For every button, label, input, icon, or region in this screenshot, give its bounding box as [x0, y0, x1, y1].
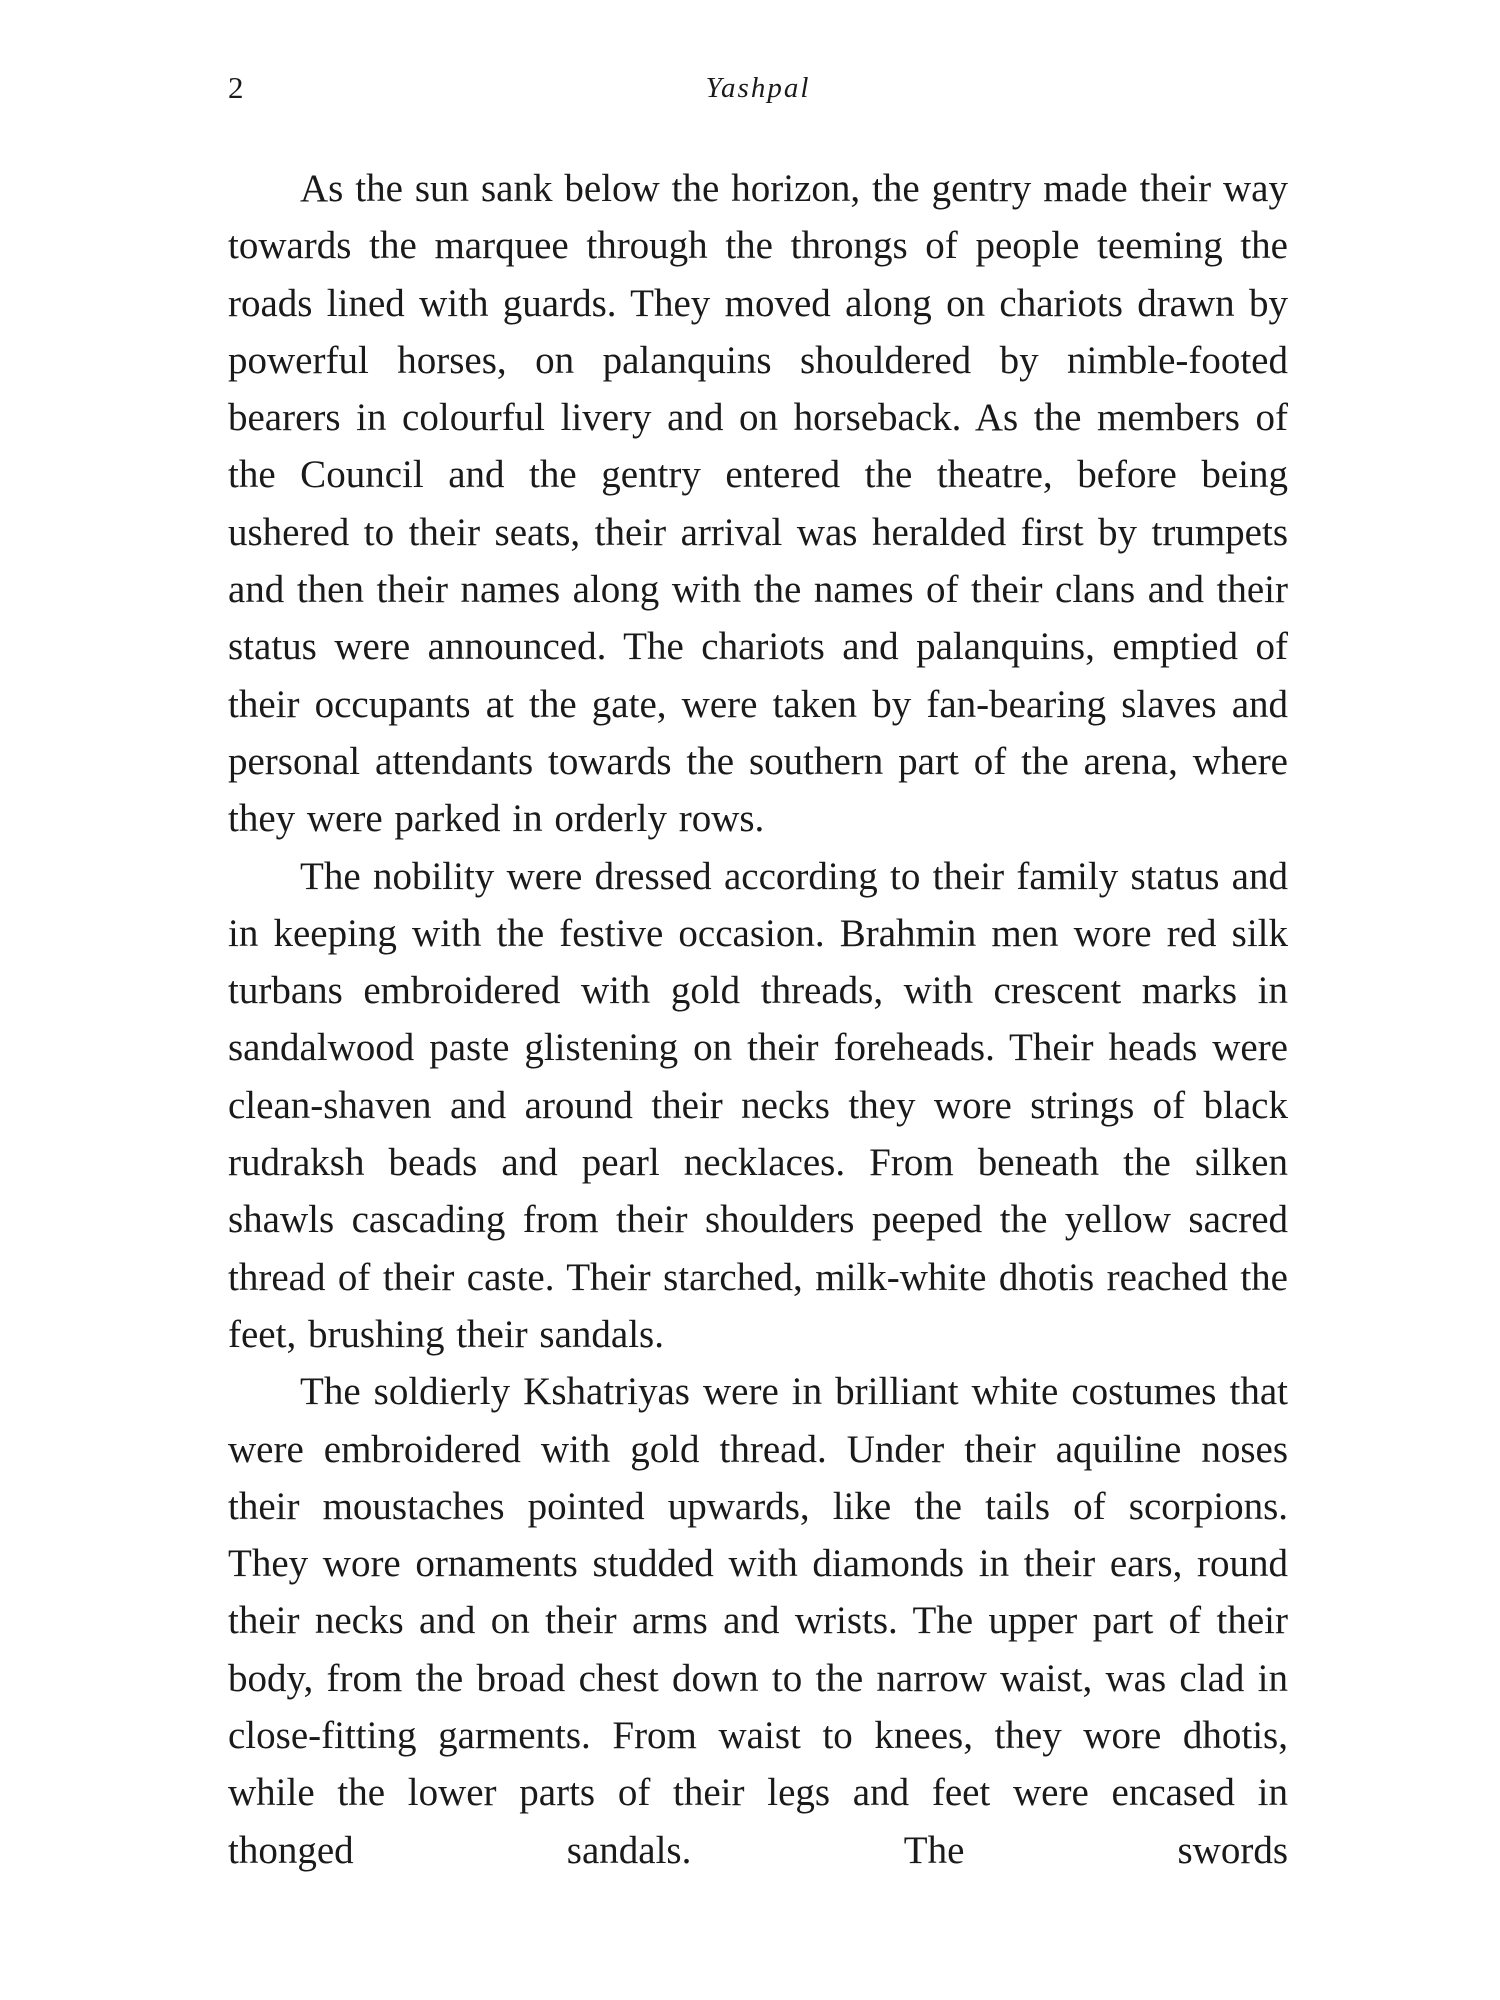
paragraph: The nobility were dressed according to their family status and in keeping with the festive occasion. Brahmin men wore red silk turbans embroidered with gold threads, with crescent marks in sandalwood paste glistening on their foreheads. Their heads were clean-shaven and around their necks they wore strings of black rudraksh beads and pearl necklaces. From beneath the silken shawls cascading from their shoulders peeped the yellow sacred thread of their caste. Their starched, milk-white dhotis reached the feet, brushing their sandals.	[228, 854, 1288, 1356]
body-text	[228, 160, 1288, 1879]
page-number: 2	[228, 70, 244, 105]
running-head-title: Yashpal	[705, 72, 811, 104]
paragraph: As the sun sank below the horizon, the gentry made their way towards the marquee through the throngs of people teeming the roads lined with guards. They moved along on chariots drawn by powerful horses, on palanquins shouldered by nimble-footed bearers in colourful livery and on horseback. As the members of the Council and the gentry entered the theatre, before being ushered to their seats, their arrival was heralded first by trumpets and then their names along with the names of their clans and their status were announced. The chariots and palanquins, emptied of their occupants at the gate, were taken by fan-bearing slaves and personal attendants towards the southern part of the arena, where they were parked in orderly rows.	[228, 167, 1288, 841]
paragraph: The soldierly Kshatriyas were in brilliant white costumes that were embroidered with gold thread. Under their aquiline noses their moustaches pointed upwards, like the tails of scorpions. They wore ornaments studded with diamonds in their ears, round their necks and on their arms and wrists. The upper part of their body, from the broad chest down to the narrow waist, was clad in close-fitting garments. From waist to knees, they wore dhotis, while the lower parts of their legs and feet were encased in thonged sandals. The swords	[228, 1370, 1288, 1872]
running-head	[228, 66, 1288, 110]
